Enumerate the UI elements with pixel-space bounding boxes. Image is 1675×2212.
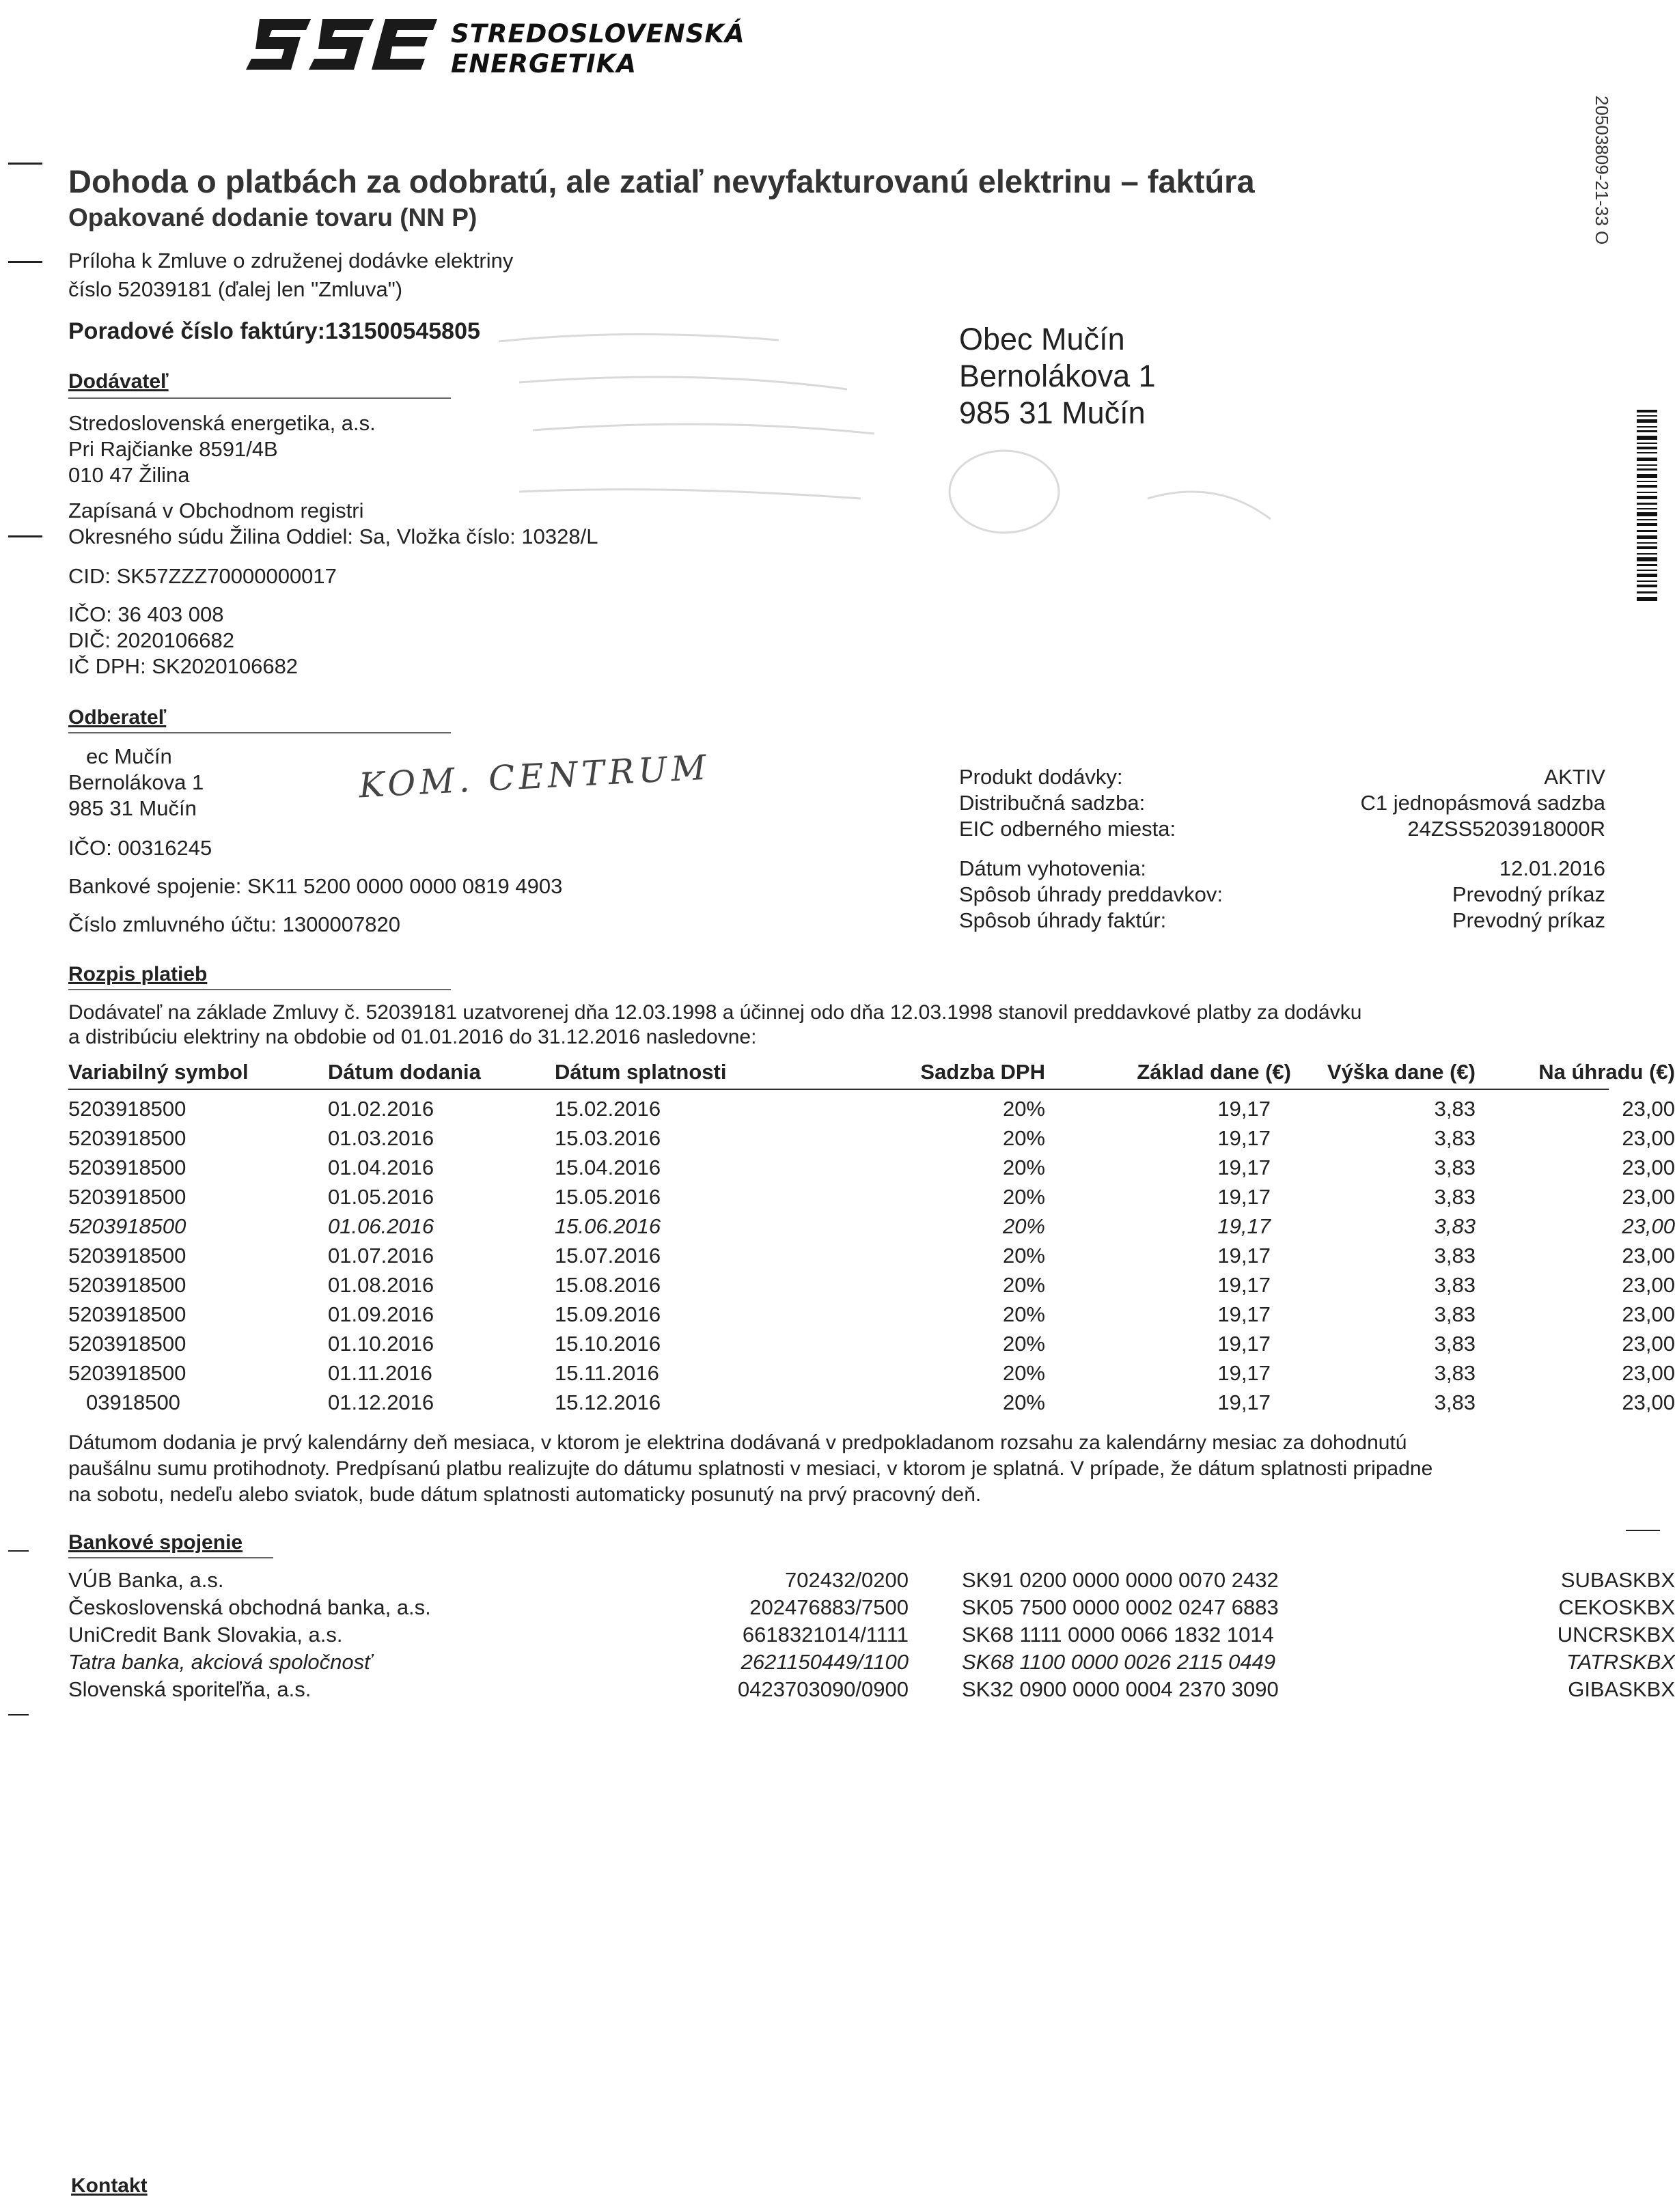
- bank-name: Československá obchodná banka, a.s.: [68, 1595, 431, 1619]
- invoice-number-label: Poradové číslo faktúry:: [68, 318, 326, 344]
- col-tax-amount: Výška dane (€): [1327, 1060, 1476, 1084]
- cell-tax-amount: 3,83: [1434, 1126, 1476, 1150]
- document-info-row-value: 12.01.2016: [1499, 856, 1605, 880]
- recipient-address: Obec Mučín Bernolákova 1 985 31 Mučín: [959, 322, 1156, 430]
- banks-heading: Bankové spojenie: [68, 1531, 243, 1554]
- customer-heading: Odberateľ: [68, 706, 167, 729]
- cell-vat-rate: 20%: [1002, 1126, 1045, 1150]
- bank-iban: SK68 1111 0000 0066 1832 1014: [962, 1623, 1274, 1647]
- annex-line-1: Príloha k Zmluve o združenej dodávke elektriny: [68, 249, 514, 272]
- cell-amount-due: 23,00: [1622, 1361, 1675, 1385]
- cell-vat-rate: 20%: [1002, 1361, 1045, 1385]
- product-row-label: Produkt dodávky:: [959, 765, 1123, 789]
- supplier-name: Stredoslovenská energetika, a.s.: [68, 411, 376, 435]
- handwritten-note: KOM. CENTRUM: [357, 747, 711, 806]
- bank-account: 702432/0200: [784, 1568, 909, 1592]
- product-row-label: Distribučná sadzba:: [959, 791, 1146, 815]
- document-subtitle: Opakované dodanie tovaru (NN P): [68, 204, 477, 232]
- table-row: [68, 1273, 1675, 1302]
- table-row: [68, 1097, 1675, 1125]
- cell-due-date: 15.02.2016: [555, 1097, 661, 1121]
- cell-amount-due: 23,00: [1622, 1244, 1675, 1268]
- cell-due-date: 15.07.2016: [555, 1244, 661, 1268]
- cell-delivery-date: 01.11.2016: [328, 1361, 432, 1385]
- cell-tax-base: 19,17: [1217, 1185, 1271, 1209]
- document-side-code: 20503809-21-33 O: [1592, 96, 1612, 245]
- cell-tax-base: 19,17: [1217, 1302, 1271, 1326]
- section-underline: [68, 989, 451, 990]
- col-amount-due: Na úhradu (€): [1538, 1060, 1675, 1084]
- product-row-value: C1 jednopásmová sadzba: [1360, 791, 1605, 815]
- document-info-row-label: Spôsob úhrady preddavkov:: [959, 882, 1223, 906]
- table-row: [68, 1332, 1675, 1360]
- product-row-value: AKTIV: [1544, 765, 1605, 789]
- cell-delivery-date: 01.05.2016: [328, 1185, 434, 1209]
- cell-vat-rate: 20%: [1002, 1156, 1045, 1179]
- cell-delivery-date: 01.03.2016: [328, 1126, 434, 1150]
- cell-due-date: 15.04.2016: [555, 1156, 661, 1179]
- cell-tax-base: 19,17: [1217, 1390, 1271, 1414]
- contact-heading: Kontakt: [71, 2174, 148, 2197]
- payments-intro-2: a distribúciu elektriny na obdobie od 01.01.2016 do 31.12.2016 nasledovne:: [68, 1026, 757, 1048]
- cell-variable-symbol: 5203918500: [68, 1244, 186, 1268]
- bank-account: 6618321014/1111: [742, 1623, 909, 1647]
- section-underline: [68, 732, 451, 733]
- table-row: [68, 1390, 1675, 1419]
- customer-bank: Bankové spojenie: SK11 5200 0000 0000 0819 4903: [68, 874, 563, 898]
- document-info-row-label: Spôsob úhrady faktúr:: [959, 908, 1167, 932]
- product-row-label: EIC odberného miesta:: [959, 817, 1176, 841]
- cell-tax-base: 19,17: [1217, 1126, 1271, 1150]
- barcode: [1637, 410, 1657, 601]
- fold-mark: [8, 1714, 29, 1716]
- customer-name: ec Mučín: [86, 744, 172, 768]
- cell-tax-base: 19,17: [1217, 1244, 1271, 1268]
- bank-account: 2621150449/1100: [740, 1650, 909, 1674]
- col-tax-base: Základ dane (€): [1137, 1060, 1291, 1084]
- bank-name: UniCredit Bank Slovakia, a.s.: [68, 1623, 343, 1647]
- fold-mark: [1626, 1530, 1660, 1531]
- supplier-dic: DIČ: 2020106682: [68, 628, 235, 652]
- bank-row: [68, 1595, 1675, 1623]
- supplier-ic-dph: IČ DPH: SK2020106682: [68, 654, 299, 678]
- bank-swift: CEKOSKBX: [1558, 1595, 1675, 1619]
- cell-variable-symbol: 5203918500: [68, 1126, 186, 1150]
- cell-delivery-date: 01.08.2016: [328, 1273, 434, 1297]
- section-underline: [68, 397, 451, 399]
- fold-mark: [8, 535, 42, 537]
- annex-line-2: číslo 52039181 (ďalej len "Zmluva"): [68, 277, 403, 301]
- document-info-row-label: Dátum vyhotovenia:: [959, 856, 1146, 880]
- col-due-date: Dátum splatnosti: [555, 1060, 727, 1084]
- supplier-street: Pri Rajčianke 8591/4B: [68, 437, 278, 461]
- payments-table-header: [68, 1057, 1675, 1090]
- cell-tax-base: 19,17: [1217, 1214, 1271, 1238]
- cell-vat-rate: 20%: [1002, 1390, 1045, 1414]
- document-title: Dohoda o platbách za odobratú, ale zatiaľ nevyfakturovanú elektrinu – faktúra: [68, 163, 1255, 199]
- faded-stamp: [492, 314, 1312, 540]
- bank-swift: SUBASKBX: [1560, 1568, 1675, 1592]
- col-vat-rate: Sadzba DPH: [920, 1060, 1045, 1084]
- bank-account: 202476883/7500: [749, 1595, 909, 1619]
- cell-tax-amount: 3,83: [1434, 1332, 1476, 1356]
- table-row: [68, 1185, 1675, 1214]
- payments-intro-1: Dodávateľ na základe Zmluvy č. 52039181 uzatvorenej dňa 12.03.1998 a účinnej odo dňa 12.03.1998 stanovil preddavkové platby za dodávku: [68, 1001, 1362, 1024]
- bank-row: [68, 1650, 1675, 1677]
- cell-tax-base: 19,17: [1217, 1156, 1271, 1179]
- table-row: [68, 1156, 1675, 1184]
- cell-tax-amount: 3,83: [1434, 1361, 1476, 1385]
- cell-tax-base: 19,17: [1217, 1332, 1271, 1356]
- section-underline: [68, 1557, 273, 1558]
- cell-tax-amount: 3,83: [1434, 1156, 1476, 1179]
- cell-vat-rate: 20%: [1002, 1097, 1045, 1121]
- payments-note-2: paušálnu sumu protihodnoty. Predpísanú platbu realizujte do dátumu splatnosti v mesiaci, v ktorom je splatná. V prípade, že dátum splatnosti pripadne: [68, 1457, 1433, 1480]
- cell-amount-due: 23,00: [1622, 1097, 1675, 1121]
- cell-tax-amount: 3,83: [1434, 1097, 1476, 1121]
- customer-account: Číslo zmluvného účtu: 1300007820: [68, 912, 400, 936]
- cell-variable-symbol: 03918500: [86, 1390, 180, 1414]
- cell-variable-symbol: 5203918500: [68, 1214, 186, 1238]
- table-row: [68, 1126, 1675, 1155]
- cell-vat-rate: 20%: [1002, 1302, 1045, 1326]
- payments-note-1: Dátumom dodania je prvý kalendárny deň mesiaca, v ktorom je elektrina dodávaná v predpokladanom rozsahu za kalendárny mesiac za dohodnutú: [68, 1431, 1407, 1454]
- bank-row: [68, 1568, 1675, 1595]
- bank-swift: GIBASKBX: [1568, 1677, 1675, 1701]
- cell-vat-rate: 20%: [1002, 1332, 1045, 1356]
- customer-ico: IČO: 00316245: [68, 836, 212, 860]
- payments-heading: Rozpis platieb: [68, 963, 208, 985]
- cell-vat-rate: 20%: [1002, 1185, 1045, 1209]
- cell-amount-due: 23,00: [1622, 1126, 1675, 1150]
- cell-variable-symbol: 5203918500: [68, 1273, 186, 1297]
- cell-due-date: 15.05.2016: [555, 1185, 661, 1209]
- cell-due-date: 15.08.2016: [555, 1273, 661, 1297]
- cell-variable-symbol: 5203918500: [68, 1332, 186, 1356]
- cell-vat-rate: 20%: [1002, 1214, 1045, 1238]
- cell-due-date: 15.06.2016: [555, 1214, 661, 1238]
- cell-tax-base: 19,17: [1217, 1273, 1271, 1297]
- bank-name: Tatra banka, akciová spoločnosť: [68, 1650, 372, 1674]
- cell-vat-rate: 20%: [1002, 1244, 1045, 1268]
- cell-delivery-date: 01.04.2016: [328, 1156, 434, 1179]
- fold-mark: [8, 1550, 29, 1552]
- cell-tax-amount: 3,83: [1434, 1244, 1476, 1268]
- table-row: [68, 1302, 1675, 1331]
- cell-tax-base: 19,17: [1217, 1361, 1271, 1385]
- fold-mark: [8, 163, 42, 165]
- cell-tax-amount: 3,83: [1434, 1214, 1476, 1238]
- cell-amount-due: 23,00: [1622, 1302, 1675, 1326]
- cell-tax-amount: 3,83: [1434, 1273, 1476, 1297]
- bank-name: VÚB Banka, a.s.: [68, 1568, 224, 1592]
- table-row: [68, 1244, 1675, 1272]
- bank-row: [68, 1677, 1675, 1705]
- cell-due-date: 15.09.2016: [555, 1302, 661, 1326]
- cell-amount-due: 23,00: [1622, 1214, 1675, 1238]
- invoice-number: 131500545805: [325, 318, 480, 344]
- cell-due-date: 15.10.2016: [555, 1332, 661, 1356]
- cell-amount-due: 23,00: [1622, 1332, 1675, 1356]
- supplier-registry-1: Zapísaná v Obchodnom registri: [68, 499, 364, 522]
- customer-city: 985 31 Mučín: [68, 796, 197, 820]
- cell-amount-due: 23,00: [1622, 1273, 1675, 1297]
- cell-delivery-date: 01.07.2016: [328, 1244, 434, 1268]
- col-delivery-date: Dátum dodania: [328, 1060, 481, 1084]
- company-logo: [246, 7, 437, 82]
- cell-due-date: 15.12.2016: [555, 1390, 661, 1414]
- cell-variable-symbol: 5203918500: [68, 1185, 186, 1209]
- product-row-value: 24ZSS5203918000R: [1407, 817, 1605, 841]
- bank-iban: SK68 1100 0000 0026 2115 0449: [962, 1650, 1276, 1674]
- customer-street: Bernolákova 1: [68, 770, 204, 794]
- cell-amount-due: 23,00: [1622, 1156, 1675, 1179]
- bank-iban: SK91 0200 0000 0000 0070 2432: [962, 1568, 1279, 1592]
- col-variable-symbol: Variabilný symbol: [68, 1060, 249, 1084]
- bank-swift: TATRSKBX: [1566, 1650, 1675, 1674]
- payments-note-3: na sobotu, nedeľu alebo sviatok, bude dátum splatnosti automaticky posunutý na prvý pracovný deň.: [68, 1483, 982, 1506]
- cell-delivery-date: 01.06.2016: [328, 1214, 434, 1238]
- cell-variable-symbol: 5203918500: [68, 1156, 186, 1179]
- fold-mark: [8, 261, 42, 263]
- bank-row: [68, 1623, 1675, 1650]
- cell-variable-symbol: 5203918500: [68, 1302, 186, 1326]
- cell-delivery-date: 01.12.2016: [328, 1390, 434, 1414]
- table-row: [68, 1214, 1675, 1243]
- cell-due-date: 15.03.2016: [555, 1126, 661, 1150]
- supplier-cid: CID: SK57ZZZ70000000017: [68, 564, 337, 588]
- supplier-ico: IČO: 36 403 008: [68, 602, 224, 626]
- table-row: [68, 1361, 1675, 1390]
- cell-delivery-date: 01.10.2016: [328, 1332, 434, 1356]
- cell-delivery-date: 01.09.2016: [328, 1302, 434, 1326]
- bank-iban: SK32 0900 0000 0004 2370 3090: [962, 1677, 1279, 1701]
- cell-amount-due: 23,00: [1622, 1390, 1675, 1414]
- bank-iban: SK05 7500 0000 0002 0247 6883: [962, 1595, 1279, 1619]
- cell-tax-base: 19,17: [1217, 1097, 1271, 1121]
- company-name-logo: STREDOSLOVENSKÁ ENERGETIKA: [451, 19, 745, 79]
- cell-variable-symbol: 5203918500: [68, 1097, 186, 1121]
- cell-tax-amount: 3,83: [1434, 1302, 1476, 1326]
- supplier-city: 010 47 Žilina: [68, 463, 190, 487]
- cell-amount-due: 23,00: [1622, 1185, 1675, 1209]
- supplier-heading: Dodávateľ: [68, 370, 169, 393]
- supplier-registry-2: Okresného súdu Žilina Oddiel: Sa, Vložka číslo: 10328/L: [68, 524, 598, 548]
- bank-account: 0423703090/0900: [738, 1677, 909, 1701]
- bank-name: Slovenská sporiteľňa, a.s.: [68, 1677, 312, 1701]
- document-info-row-value: Prevodný príkaz: [1452, 908, 1605, 932]
- cell-variable-symbol: 5203918500: [68, 1361, 186, 1385]
- cell-tax-amount: 3,83: [1434, 1390, 1476, 1414]
- cell-due-date: 15.11.2016: [555, 1361, 659, 1385]
- cell-tax-amount: 3,83: [1434, 1185, 1476, 1209]
- document-info-row-value: Prevodný príkaz: [1452, 882, 1605, 906]
- cell-vat-rate: 20%: [1002, 1273, 1045, 1297]
- bank-swift: UNCRSKBX: [1557, 1623, 1675, 1647]
- cell-delivery-date: 01.02.2016: [328, 1097, 434, 1121]
